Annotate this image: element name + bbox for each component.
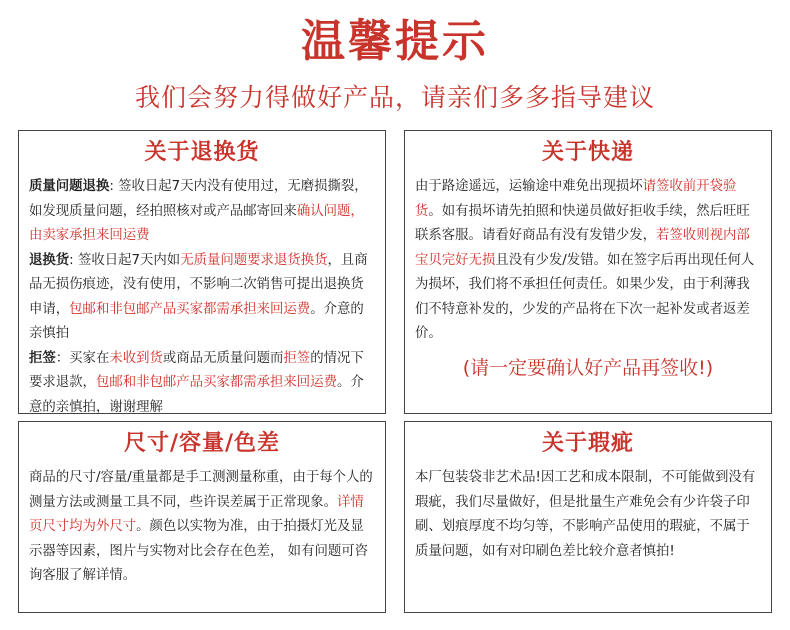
- quality-return-highlight: 确认问题，由卖家承担来回运费: [29, 203, 364, 243]
- shipping-heading: 关于快递: [541, 140, 634, 165]
- page-title: 温馨提示: [301, 16, 489, 67]
- defects-body: [405, 460, 771, 564]
- reject-text-1: ：买家在: [55, 350, 110, 366]
- reject-text-3: 的情况下要求退款，: [29, 350, 364, 390]
- reject-highlight-2: 拒签: [283, 350, 311, 366]
- shipping-paragraph: [415, 175, 761, 347]
- returns-card: [18, 130, 386, 414]
- return-exchange-text-1: : 签收日起7天内如: [69, 252, 181, 268]
- returns-body: [19, 169, 385, 420]
- returns-heading: 关于退换货: [144, 140, 260, 165]
- shipping-text-2: 。如有损坏请先拍照和快递员做好拒收手续，然后旺旺联系客服。请看好商品有没有发错少发，: [415, 203, 750, 243]
- size-paragraph: [29, 466, 375, 589]
- reject-text-4: 。介意的亲慎拍，谢谢理解: [29, 375, 364, 415]
- shipping-text-3: 且没有少发/发错。如在签字后再出现任何人为损坏，我们将不承担任何责任。如果少发，由于利薄我们不特意补发的，少发的产品将在下次一起补发或者返差价。: [415, 252, 755, 341]
- return-exchange-paragraph: [29, 249, 375, 347]
- reject-paragraph: [29, 347, 375, 421]
- reject-highlight-1: 未收到货: [109, 350, 163, 366]
- reject-text-2: 或商品无质量问题而: [162, 350, 284, 366]
- defects-paragraph: 本厂包装袋非艺术品!因工艺和成本限制，不可能做到没有瑕疵，我们尽量做好，但是批量生产难免会有少许袋子印刷、划痕厚度不均匀等，不影响产品使用的瑕疵，不属于质量问题，如有对印刷色差比较介意者慎拍!: [415, 470, 756, 559]
- defects-card: [404, 421, 772, 613]
- return-exchange-highlight-2: 包邮和非包邮产品买家都需承担来回运费: [69, 301, 311, 317]
- shipping-body: [405, 169, 771, 383]
- reject-highlight-3: 包邮和非包邮产品买家都需承担来回运费: [95, 375, 337, 390]
- shipping-card: [404, 130, 772, 414]
- page-subtitle: 我们会努力得做好产品，请亲们多多指导建议: [134, 83, 655, 112]
- shipping-text-1: 由于路途遥远，运输途中难免出现损坏: [415, 179, 643, 194]
- quality-return-label: 质量问题退换: [29, 179, 110, 194]
- shipping-highlight-2: 若签收则视内部宝贝完好无损: [415, 228, 750, 268]
- quality-return-paragraph: [29, 175, 375, 249]
- reject-label: 拒签: [29, 350, 56, 366]
- size-body: [19, 460, 385, 589]
- size-text-1: 商品的尺寸/容量/重量都是手工测测量称重，由于每个人的测量方法或测量工具不同，些许误差属于正常现象。: [29, 470, 373, 510]
- size-highlight: 详情页尺寸均为外尺寸: [29, 494, 364, 534]
- size-text-2: 。颜色以实物为准，由于拍摄灯光及显示器等因素，图片与实物对比会存在色差， 如有问题可咨询客服了解详情。: [29, 519, 369, 583]
- return-exchange-text-2: ，且商品无损伤痕迹，没有使用，不影响二次销售可提出退换货申请，: [29, 252, 368, 317]
- defects-heading: 关于瑕疵: [541, 431, 634, 456]
- return-exchange-label: 退换货: [29, 252, 70, 268]
- size-card: [18, 421, 386, 613]
- size-heading: 尺寸/容量/色差: [123, 431, 281, 456]
- shipping-emphasis: (请一定要确认好产品再签收!): [462, 356, 714, 379]
- return-exchange-text-3: 。介意的亲慎拍: [29, 301, 364, 341]
- quality-return-text: : 签收日起7天内没有使用过，无磨损撕裂，如发现质量问题，经拍照核对或产品邮寄回来: [29, 179, 368, 219]
- return-exchange-highlight-1: 无质量问题要求退货换货: [180, 252, 328, 268]
- shipping-highlight-1: 请签收前开袋验货: [415, 179, 737, 219]
